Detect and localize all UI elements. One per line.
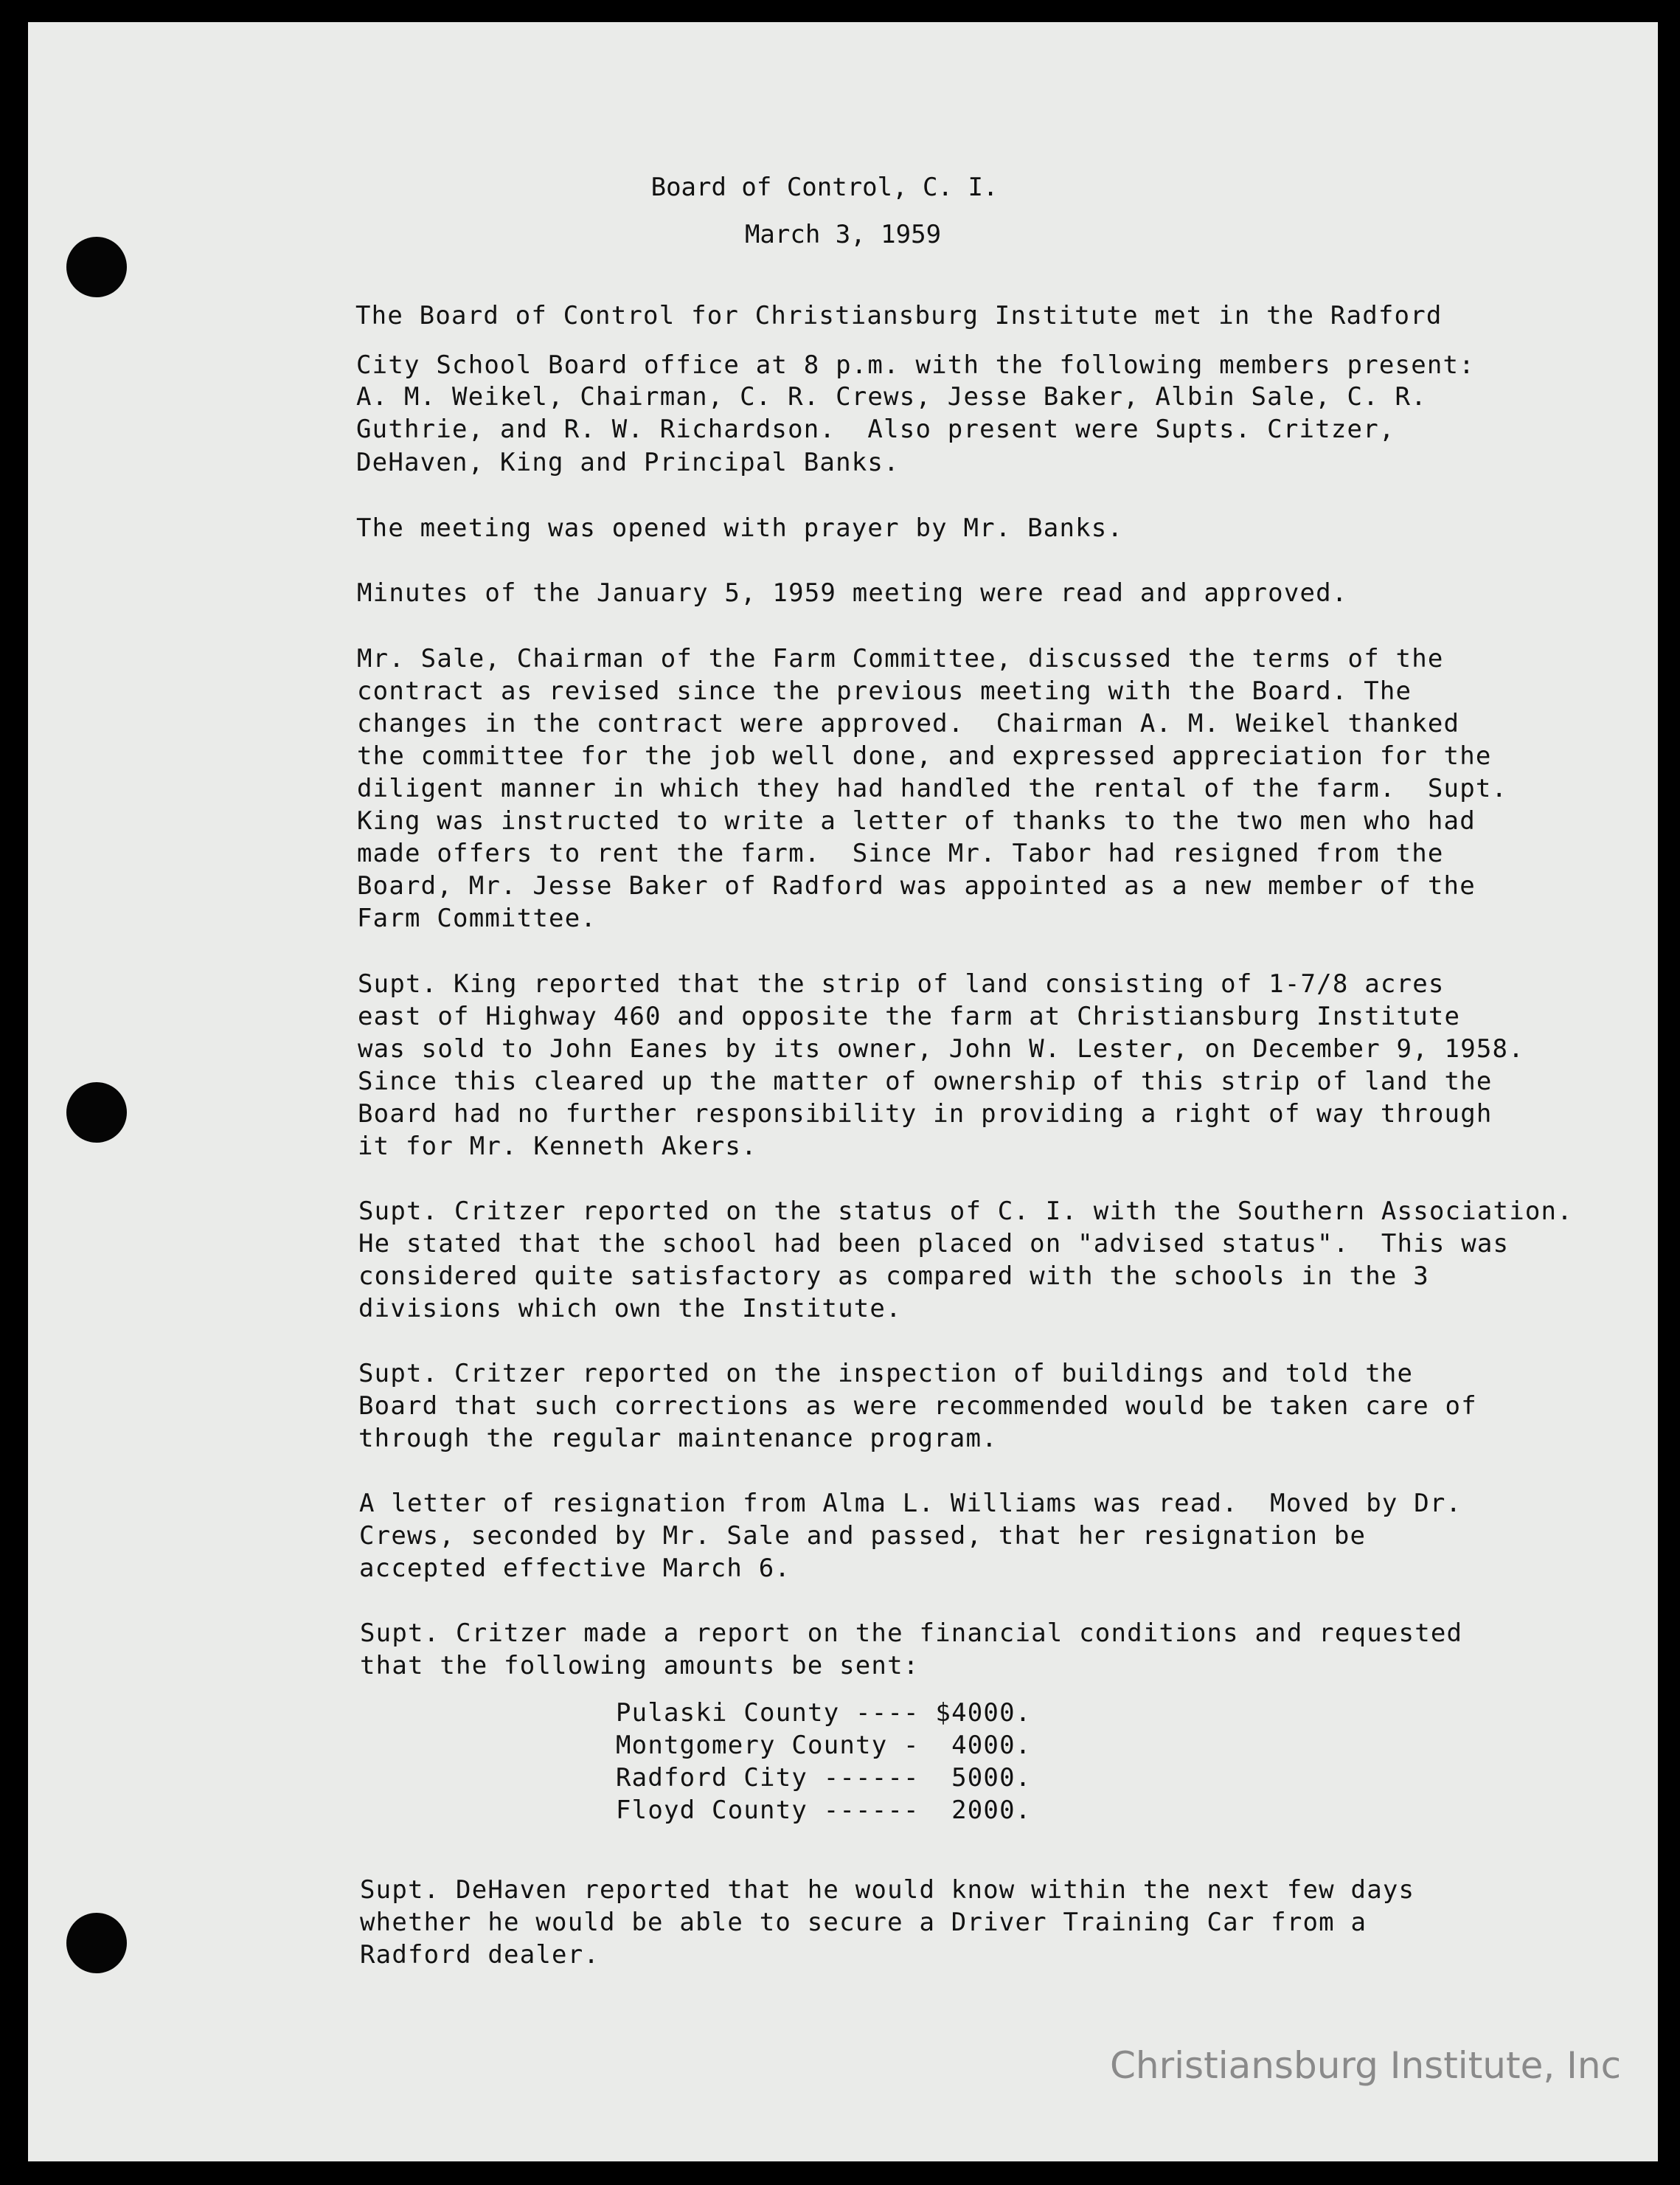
text-line: Since this cleared up the matter of ownership of this strip of land the	[358, 1067, 1493, 1096]
text-line: City School Board office at 8 p.m. with the following members present:	[356, 350, 1475, 380]
amount-row: Radford City ------ 5000.	[616, 1763, 1032, 1793]
text-line: it for Mr. Kenneth Akers.	[358, 1132, 757, 1161]
punch-hole-bottom	[66, 1913, 127, 1973]
document-title: Board of Control, C. I.	[650, 173, 999, 202]
text-line: made offers to rent the farm. Since Mr. Tabor had resigned from the	[357, 839, 1444, 868]
text-line: whether he would be able to secure a Driver Training Car from a	[360, 1908, 1367, 1937]
text-line: Radford dealer.	[360, 1940, 600, 1970]
text-line: Supt. Critzer reported on the status of C. I. with the Southern Association.	[358, 1197, 1573, 1226]
text-line: that the following amounts be sent:	[360, 1651, 920, 1680]
amount-row: Pulaski County ---- $4000.	[616, 1698, 1032, 1728]
text-line: accepted effective March 6.	[359, 1554, 791, 1583]
text-line: changes in the contract were approved. Chairman A. M. Weikel thanked	[357, 709, 1460, 738]
text-line: A. M. Weikel, Chairman, C. R. Crews, Jesse Baker, Albin Sale, C. R.	[356, 382, 1427, 412]
text-line: contract as revised since the previous meeting with the Board. The	[357, 676, 1412, 706]
watermark: Christiansburg Institute, Inc	[1110, 2044, 1622, 2087]
text-line: Supt. DeHaven reported that he would know within the next few days	[360, 1875, 1415, 1905]
text-line: diligent manner in which they had handled the rental of the farm. Supt.	[357, 774, 1508, 803]
text-line: Board, Mr. Jesse Baker of Radford was appointed as a new member of the	[357, 871, 1476, 901]
text-line: A letter of resignation from Alma L. Williams was read. Moved by Dr.	[359, 1489, 1462, 1518]
text-line: Supt. Critzer reported on the inspection of buildings and told the	[358, 1359, 1414, 1388]
text-line: Guthrie, and R. W. Richardson. Also present were Supts. Critzer,	[356, 415, 1395, 444]
text-line: DeHaven, King and Principal Banks.	[356, 448, 900, 477]
punch-hole-middle	[66, 1082, 127, 1143]
text-line: Crews, seconded by Mr. Sale and passed, that her resignation be	[359, 1521, 1367, 1551]
text-line: the committee for the job well done, and expressed appreciation for the	[357, 741, 1492, 771]
text-line: Board had no further responsibility in providing a right of way through	[358, 1099, 1493, 1129]
text-line: Supt. King reported that the strip of land consisting of 1-7/8 acres	[358, 969, 1445, 999]
text-line: He stated that the school had been placed on "advised status". This was	[358, 1229, 1510, 1258]
text-line: was sold to John Eanes by its owner, John W. Lester, on December 9, 1958.	[358, 1034, 1524, 1064]
text-line: divisions which own the Institute.	[358, 1294, 902, 1323]
amount-row: Floyd County ------ 2000.	[616, 1796, 1032, 1825]
text-line: considered quite satisfactory as compared with the schools in the 3	[358, 1261, 1429, 1291]
text-line: Mr. Sale, Chairman of the Farm Committee, discussed the terms of the	[357, 644, 1444, 673]
text-line: The Board of Control for Christiansburg Institute met in the Radford	[355, 301, 1443, 330]
document-page	[28, 22, 1658, 2161]
text-line: The meeting was opened with prayer by Mr. Banks.	[356, 513, 1124, 543]
text-line: King was instructed to write a letter of thanks to the two men who had	[357, 806, 1476, 836]
document-date: March 3, 1959	[744, 220, 942, 249]
text-line: Farm Committee.	[357, 904, 597, 933]
text-line: Minutes of the January 5, 1959 meeting were read and approved.	[357, 578, 1348, 608]
text-line: Board that such corrections as were recommended would be taken care of	[358, 1391, 1477, 1421]
amount-row: Montgomery County - 4000.	[616, 1731, 1032, 1760]
text-line: Supt. Critzer made a report on the financial conditions and requested	[360, 1618, 1463, 1648]
text-line: east of Highway 460 and opposite the farm at Christiansburg Institute	[358, 1002, 1461, 1031]
text-line: through the regular maintenance program.	[358, 1424, 998, 1453]
